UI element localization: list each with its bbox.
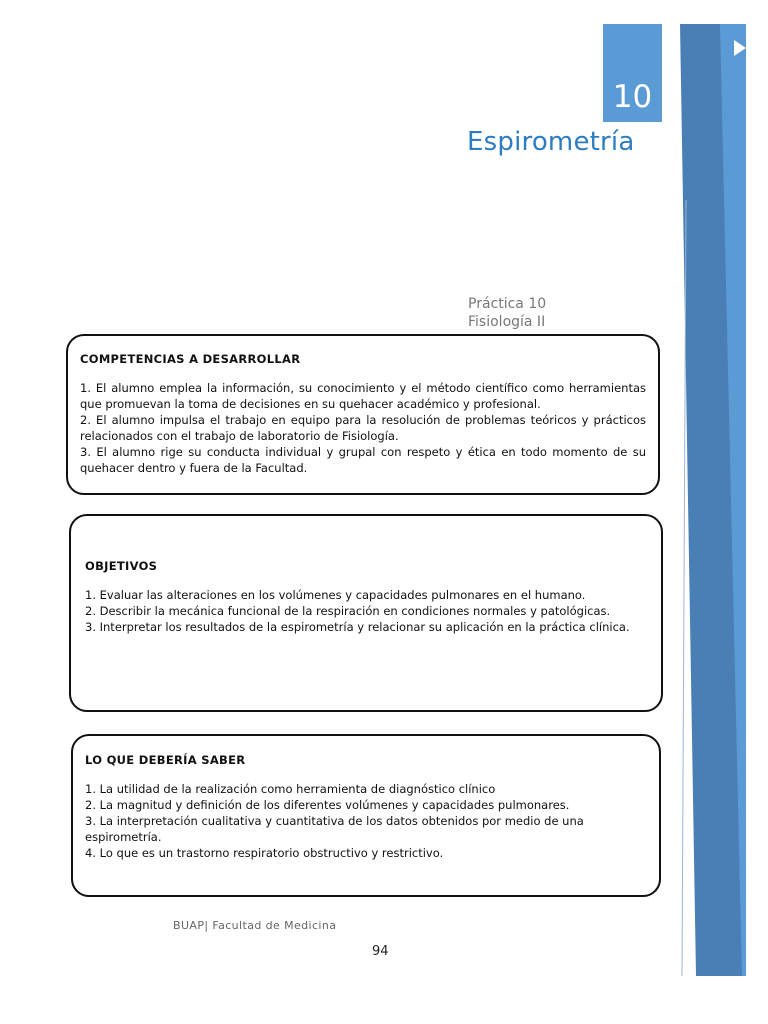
- saber-card: [71, 734, 661, 897]
- objetivos-list: [85, 587, 647, 635]
- saber-item: 1. La utilidad de la realización como herramienta de diagnóstico clínico: [85, 782, 496, 796]
- competencias-list: [80, 380, 646, 476]
- ribbon-dark-band: [680, 24, 744, 976]
- chapter-title: Espirometría: [467, 127, 635, 157]
- practice-meta: [468, 295, 546, 331]
- footer-text: BUAP| Facultad de Medicina: [173, 919, 337, 932]
- ribbon-light-band: [720, 24, 746, 976]
- saber-heading: LO QUE DEBERÍA SABER: [85, 753, 246, 767]
- objetivo-item: 1. Evaluar las alteraciones en los volúmenes y capacidades pulmonares en el humano.: [85, 588, 586, 602]
- page-number: 94: [372, 944, 389, 959]
- ribbon-arrow-tip: [734, 40, 746, 56]
- subject-label: Fisiología II: [468, 314, 546, 330]
- objetivo-item: 2. Describir la mecánica funcional de la respiración en condiciones normales y patológicas.: [85, 604, 611, 618]
- chapter-number: 10: [612, 79, 653, 115]
- competencia-item: 3. El alumno rige su conducta individual y grupal con respeto y ética en todo momento de su quehacer dentro y fuera de la Facultad.: [80, 445, 646, 475]
- competencias-card: [66, 334, 660, 495]
- objetivos-heading: OBJETIVOS: [85, 559, 158, 573]
- saber-item: 3. La interpretación cualitativa y cuantitativa de los datos obtenidos por medio de una espirometría.: [85, 814, 584, 844]
- saber-list: [85, 781, 647, 861]
- objetivos-card: [69, 514, 663, 712]
- objetivo-item: 3. Interpretar los resultados de la espirometría y relacionar su aplicación en la práctica clínica.: [85, 620, 630, 634]
- ribbon-thin-line: [682, 200, 686, 976]
- chapter-number-box: [603, 24, 662, 122]
- practice-label: Práctica 10: [468, 296, 547, 312]
- competencia-item: 2. El alumno impulsa el trabajo en equipo para la resolución de problemas teóricos y prácticos relacionados con el trabajo de laboratorio de Fisiología.: [80, 413, 646, 443]
- saber-item: 2. La magnitud y definición de los diferentes volúmenes y capacidades pulmonares.: [85, 798, 570, 812]
- saber-item: 4. Lo que es un trastorno respiratorio obstructivo y restrictivo.: [85, 846, 444, 860]
- competencias-heading: COMPETENCIAS A DESARROLLAR: [80, 352, 301, 366]
- competencia-item: 1. El alumno emplea la información, su conocimiento y el método científico como herramientas que promuevan la toma de decisiones en su quehacer académico y profesional.: [80, 381, 646, 411]
